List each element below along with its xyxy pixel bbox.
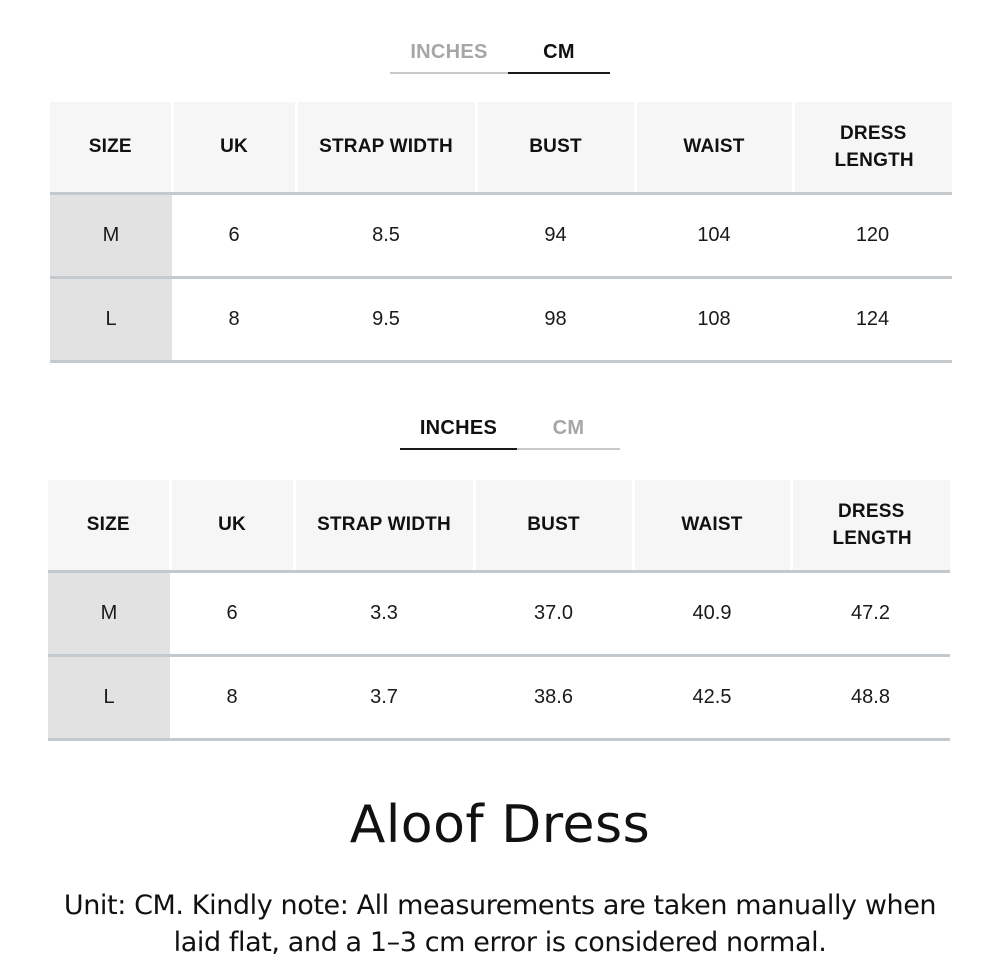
table-row [50,277,952,361]
header-bust: BUST [476,102,635,193]
header-row [48,480,950,571]
cell-uk: 6 [170,571,294,655]
header-strap-width: STRAP WIDTH [296,102,476,193]
cell-waist: 108 [635,277,793,361]
header-waist: WAIST [635,102,793,193]
header-uk: UK [170,480,294,571]
cell-size: L [50,277,172,361]
cell-waist: 40.9 [633,571,791,655]
cell-dress-length: 48.8 [791,655,950,739]
cell-uk: 6 [172,193,296,277]
cell-uk: 8 [172,277,296,361]
tab-inches[interactable]: INCHES [400,410,517,450]
cell-size: L [48,655,170,739]
unit-toggle-inches-table [400,410,620,450]
cell-size: M [50,193,172,277]
table-row [50,193,952,277]
size-chart-cm [50,102,952,363]
cell-dress-length: 124 [793,277,952,361]
tab-cm[interactable]: CM [517,410,620,450]
cell-dress-length: 120 [793,193,952,277]
size-chart-inches [48,480,950,741]
cell-dress-length: 47.2 [791,571,950,655]
cell-size: M [48,571,170,655]
unit-toggle-cm-table [390,34,610,74]
cell-bust: 98 [476,277,635,361]
header-uk: UK [172,102,296,193]
product-title: Aloof Dress [349,795,651,855]
cell-bust: 37.0 [474,571,633,655]
measurement-note: Unit: CM. Kindly note: All measurements are taken manually when laid flat, and a 1–3 cm error is considered normal. [63,890,937,958]
header-row [50,102,952,193]
cell-strap-width: 8.5 [296,193,476,277]
header-dress-length: DRESS LENGTH [791,480,950,571]
tab-inches[interactable]: INCHES [390,34,508,74]
cell-strap-width: 3.3 [294,571,474,655]
header-dress-length: DRESS LENGTH [793,102,952,193]
cell-strap-width: 3.7 [294,655,474,739]
cell-waist: 104 [635,193,793,277]
cell-waist: 42.5 [633,655,791,739]
cell-strap-width: 9.5 [296,277,476,361]
cell-uk: 8 [170,655,294,739]
header-strap-width: STRAP WIDTH [294,480,474,571]
table-row [48,655,950,739]
tab-cm[interactable]: CM [508,34,610,74]
header-size: SIZE [50,102,172,193]
header-waist: WAIST [633,480,791,571]
header-size: SIZE [48,480,170,571]
cell-bust: 94 [476,193,635,277]
header-bust: BUST [474,480,633,571]
cell-bust: 38.6 [474,655,633,739]
table-row [48,571,950,655]
